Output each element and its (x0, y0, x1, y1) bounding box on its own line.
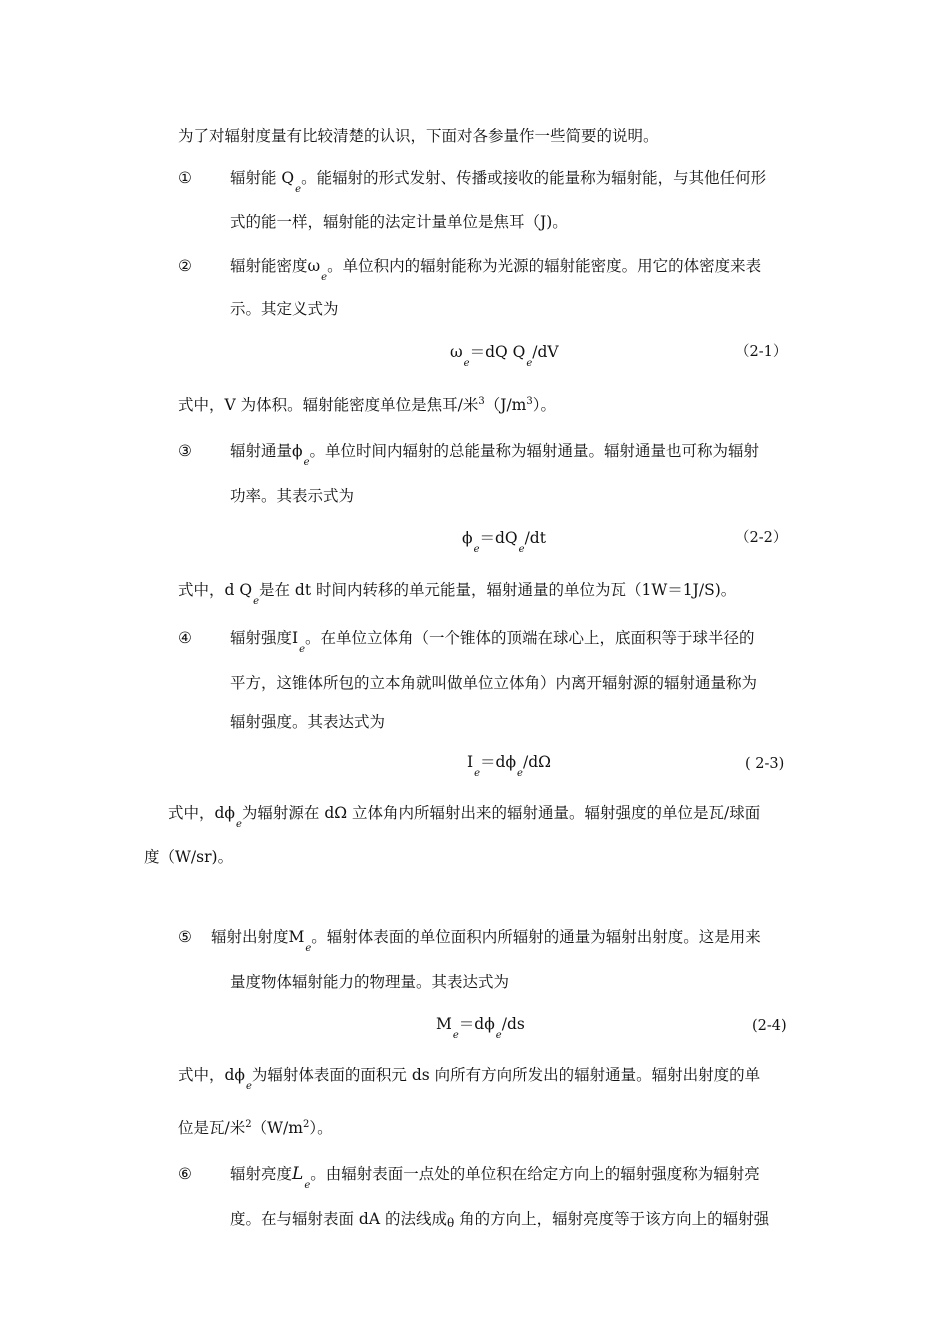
note-2-end: 是在 dt 时间内转移的单元能量，辐射通量的单位为瓦（1W＝1J/S)。 (258, 581, 737, 599)
eq3-subscript-1: e (474, 768, 481, 779)
eq4-end: /ds (501, 1015, 525, 1033)
item-6-subscript: e (304, 1180, 311, 1191)
item-6-term: 辐射亮度 (230, 1165, 293, 1183)
item-5-continuation: 量度物体辐射能力的物理量。其表达式为 (230, 973, 510, 991)
eq2-end: /dt (524, 529, 546, 547)
item-4-subscript: e (299, 644, 306, 655)
item-3-text: 。单位时间内辐射的总能量称为辐射通量。辐射通量也可称为辐射 (309, 442, 760, 460)
note-4-subscript: e (246, 1081, 252, 1092)
item-3-subscript: e (303, 457, 310, 468)
equation-number-2-3: ( 2-3) (745, 756, 785, 772)
item-1-term: 辐射能 Q (230, 169, 295, 187)
note-4-continuation (178, 1118, 333, 1141)
item-1-subscript: e (295, 184, 302, 195)
note-3-end: 为辐射源在 dΩ 立体角内所辐射出来的辐射通量。辐射强度的单位是瓦/球面 (241, 804, 761, 822)
equation-number-2-1: （2-1） (735, 344, 788, 360)
note-4-sup-1: 2 (245, 1119, 252, 1130)
note-3-subscript: e (236, 819, 242, 830)
note-1-sup-2: 3 (526, 396, 533, 407)
item-number-6: ⑥ (178, 1165, 192, 1183)
eq3-subscript-2: e (517, 768, 523, 779)
item-number-3: ③ (178, 442, 192, 460)
item-6-text: 。由辐射表面一点处的单位积在给定方向上的辐射强度称为辐射亮 (310, 1165, 760, 1183)
equation-2-3 (467, 752, 551, 779)
eq3-symbol: I (467, 753, 474, 771)
note-1-sup-1: 3 (478, 396, 485, 407)
equation-number-2-4: (2-4) (752, 1018, 787, 1034)
item-6-cont-text: 度。在与辐射表面 dA 的法线成 (230, 1210, 447, 1228)
item-number-1: ① (178, 169, 192, 187)
eq4-middle: ＝dϕ (458, 1015, 495, 1033)
note-4-text: 式中，dϕ (178, 1066, 245, 1084)
item-number-4: ④ (178, 629, 192, 647)
equation-2-1 (450, 342, 559, 369)
item-4-continuation-2: 辐射强度。其表达式为 (230, 713, 386, 731)
item-3-term: 辐射通量ϕ (230, 442, 303, 460)
item-4-line (230, 628, 755, 655)
note-4-unit: （W/m (251, 1119, 303, 1137)
item-2-subscript: e (321, 272, 328, 283)
note-3 (168, 803, 761, 830)
item-2-text: 。单位积内的辐射能称为光源的辐射能密度。用它的体密度来表 (327, 257, 762, 275)
item-2-line (230, 256, 762, 283)
eq2-subscript-2: e (518, 544, 525, 555)
item-3-line (230, 441, 760, 468)
item-6-symbol: L (292, 1164, 304, 1184)
note-1-unit: （J/m (484, 396, 527, 414)
eq1-end: /dV (532, 343, 559, 361)
item-3-continuation: 功率。其表示式为 (230, 487, 355, 505)
note-1-text: 式中，V 为体积。辐射能密度单位是焦耳/米 (178, 396, 479, 414)
eq1-symbol: ω (450, 343, 463, 361)
item-6-cont-end: 角的方向上，辐射亮度等于该方向上的辐射强 (454, 1210, 770, 1228)
note-4-cont-text: 位是瓦/米 (178, 1119, 246, 1137)
item-6-line (230, 1164, 760, 1191)
item-2-term: 辐射能密度ω (230, 257, 321, 275)
note-4-end: 为辐射体表面的面积元 ds 向所有方向所发出的辐射通量。辐射出射度的单 (251, 1066, 761, 1084)
eq2-subscript-1: e (473, 544, 480, 555)
eq1-subscript-1: e (463, 358, 470, 369)
note-1 (178, 395, 556, 418)
item-5-text: 。辐射体表面的单位面积内所辐射的通量为辐射出射度。这是用来 (311, 928, 761, 946)
note-3-continuation: 度（W/sr)。 (144, 848, 234, 866)
intro-paragraph: 为了对辐射度量有比较清楚的认识，下面对各参量作一些简要的说明。 (178, 127, 659, 145)
item-4-text: 。在单位立体角（一个锥体的顶端在球心上，底面积等于球半径的 (305, 629, 755, 647)
note-4 (178, 1065, 761, 1092)
eq2-symbol: ϕ (462, 529, 473, 547)
item-5-term: 辐射出射度M (211, 928, 305, 946)
equation-2-4 (436, 1014, 525, 1041)
note-1-end: ）。 (532, 396, 557, 414)
eq3-middle: ＝dϕ (480, 753, 517, 771)
item-2-continuation: 示。其定义式为 (230, 300, 339, 318)
item-1-continuation: 式的能一样，辐射能的法定计量单位是焦耳（J)。 (230, 213, 568, 231)
eq4-symbol: M (436, 1015, 452, 1033)
note-2 (178, 580, 737, 607)
equation-number-2-2: （2-2） (735, 530, 788, 546)
item-5-subscript: e (305, 943, 312, 954)
item-4-term: 辐射强度I (230, 629, 299, 647)
item-6-continuation (230, 1209, 769, 1230)
item-6-theta: θ (446, 1216, 455, 1230)
equation-2-2 (462, 528, 546, 555)
item-number-5: ⑤ (178, 928, 192, 946)
item-number-2: ② (178, 257, 192, 275)
eq2-middle: ＝dQ (479, 529, 518, 547)
note-2-text: 式中，d Q (178, 581, 253, 599)
item-1-line (230, 168, 767, 195)
item-4-continuation-1: 平方，这锥体所包的立本角就叫做单位立体角）内离开辐射源的辐射通量称为 (230, 674, 758, 692)
note-3-text: 式中，dϕ (168, 804, 235, 822)
note-4-cont-end: ）。 (309, 1119, 333, 1137)
eq4-subscript-1: e (452, 1030, 459, 1041)
note-2-subscript: e (253, 596, 259, 607)
eq1-subscript-2: e (526, 358, 533, 369)
item-1-text: 。能辐射的形式发射、传播或接收的能量称为辐射能，与其他任何形 (301, 169, 767, 187)
eq3-end: /dΩ (522, 753, 551, 771)
note-4-sup-2: 2 (302, 1119, 310, 1130)
item-5-line (211, 927, 761, 954)
eq1-middle: ＝dQ Q (469, 343, 526, 361)
eq4-subscript-2: e (495, 1030, 502, 1041)
